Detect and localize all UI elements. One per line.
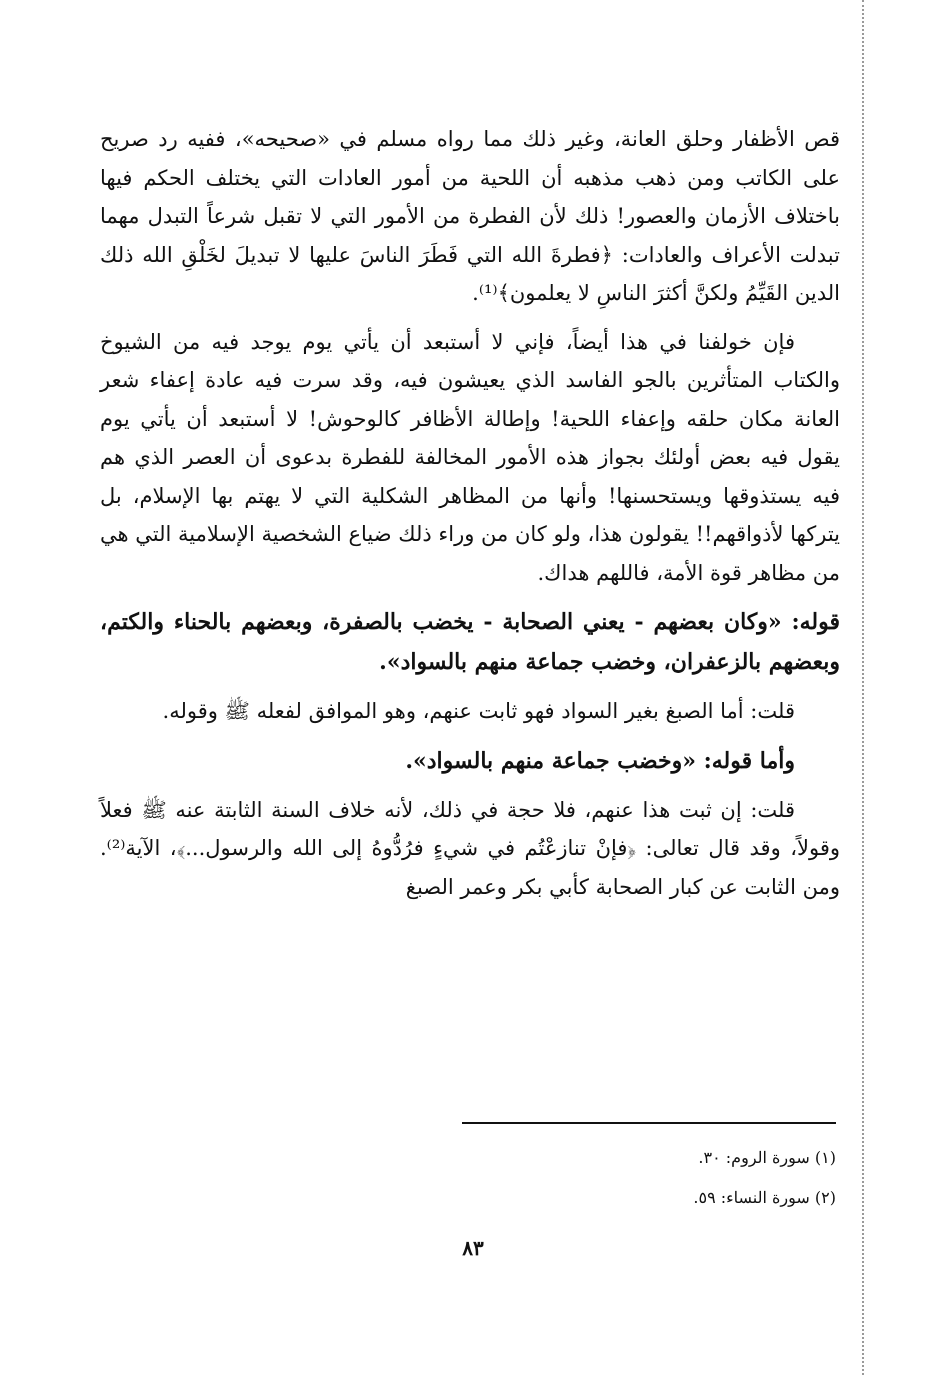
footnote-separator — [462, 1122, 836, 1124]
paragraph-6: قلت: إن ثبت هذا عنهم، فلا حجة في ذلك، لأنه خلاف السنة الثابتة عنه ﷺ فعلاً وقولاً، وقد قال تعالى: ﴿فإنْ تنازعْتُم في شيءٍ فرُدُّوهُ إلى الله والرسول...﴾، الآية⁽²⁾. ومن الثابت عن كبار الصحابة كأبي بكر وعمر الصبغ — [100, 797, 840, 899]
paragraph-2: فإن خولفنا في هذا أيضاً، فإني لا أستبعد أن يأتي يوم يوجد فيه من الشيوخ والكتاب المتأثرين بالجو الفاسد الذي يعيشون فيه، وقد سرت فيه عادة إعفاء شعر العانة مكان حلقه وإعفاء اللحية! وإطالة الأظافر كالوحوش! لا أستبعد أن يأتي يوم يقول فيه بعض أولئك بجواز هذه الأمور المخالفة للفطرة بدعوى أن العصر الذي هم فيه يستذوقها ويستحسنها! وأنها من المظاهر الشكلية التي لا يهتم بها الإسلام، بل يتركها لأذواقهم!! يقولون هذا، ولو كان من وراء ذلك ضياع الشخصية الإسلامية التي هي من مظاهر قوة الأمة، فاللهم هداك. — [100, 329, 840, 585]
paragraph-4: قلت: أما الصبغ بغير السواد فهو ثابت عنهم، وهو الموافق لفعله ﷺ وقوله. — [162, 699, 795, 723]
paragraph-5-quote: وأما قوله: «وخضب جماعة منهم بالسواد». — [405, 747, 795, 774]
footnote-2: (٢) سورة النساء: ٥٩. — [693, 1188, 836, 1207]
footnote-1: (١) سورة الروم: ٣٠. — [698, 1148, 836, 1167]
footnotes — [460, 1146, 836, 1226]
paragraph-1: قص الأظفار وحلق العانة، وغير ذلك مما رواه مسلم في «صحيحه»، ففيه رد صريح على الكاتب ومن ذهب مذهبه أن اللحية من أمور العادات التي يختلف الحكم فيها باختلاف الأزمان والعصور! ذلك لأن الفطرة من الأمور التي لا تقبل شرعاً التبدل مهما تبدلت الأعراف والعادات: ﴿فطرةَ الله التي فَطَرَ الناسَ عليها لا تبديلَ لخَلْقِ الله ذلك الدين القَيِّمُ ولكنَّ أكثرَ الناسِ لا يعلمون﴾⁽¹⁾. — [100, 127, 840, 305]
main-text — [100, 120, 840, 916]
paragraph-3-quote: قوله: «وكان بعضهم - يعني الصحابة - يخضب بالصفرة، وبعضهم بالحناء والكتم، وبعضهم بالزعفران، وخضب جماعة منهم بالسواد». — [100, 609, 840, 675]
binding-edge-line — [862, 0, 864, 1375]
page-number: ٨٣ — [462, 1236, 484, 1260]
